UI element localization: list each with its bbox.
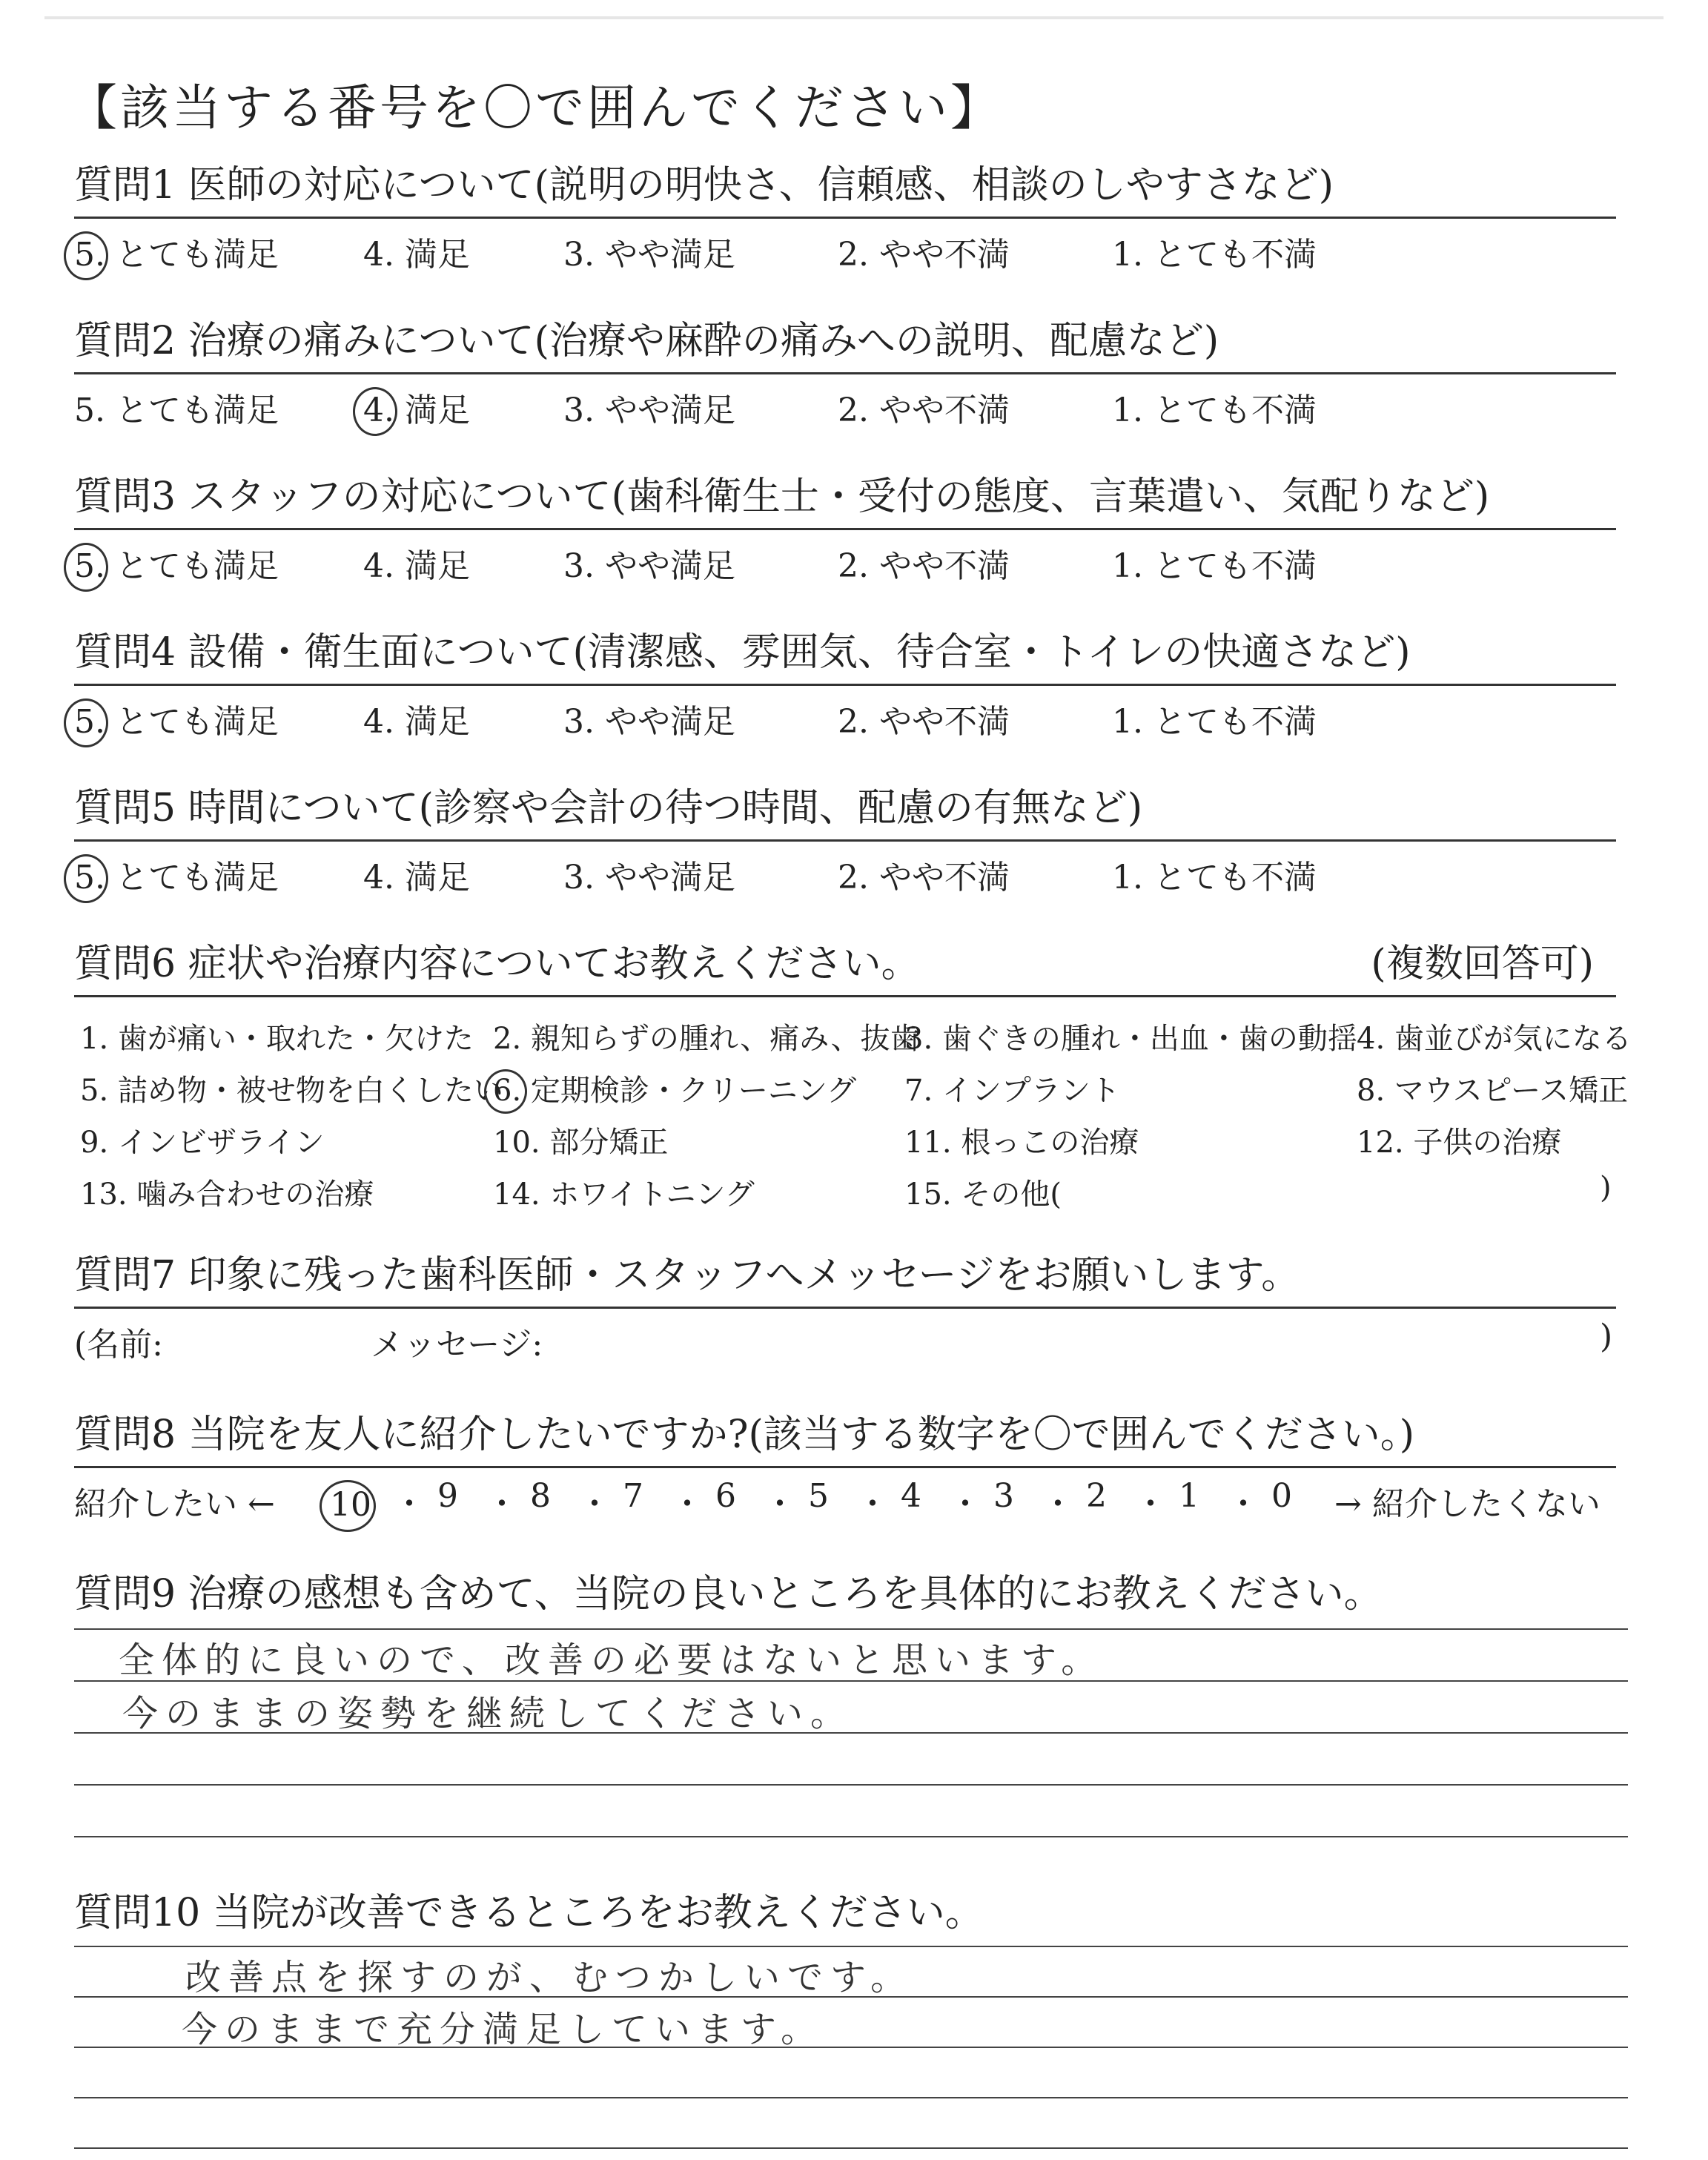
- scale-number[interactable]: 3: [993, 1477, 1014, 1515]
- scale-dot: ・: [393, 1485, 426, 1523]
- symptom-option-other[interactable]: 15. その他(: [904, 1178, 1062, 1212]
- question-2: [74, 311, 1616, 434]
- scale-left-label: 紹介したい ←: [74, 1485, 275, 1523]
- scale-number[interactable]: 0: [1271, 1477, 1292, 1515]
- multiple-answer-note: (複数回答可): [1371, 942, 1594, 986]
- scale-dot: ・: [764, 1485, 796, 1523]
- scale-dot: ・: [578, 1485, 611, 1523]
- option-1[interactable]: 1. とても不満: [1112, 859, 1317, 896]
- question-4: [74, 623, 1616, 745]
- question-label: 質問4 設備・衛生面について(清潔感、雰囲気、待合室・トイレの快適さなど): [74, 630, 1411, 675]
- option-5[interactable]: 5. とても満足: [74, 236, 279, 274]
- question-10: [74, 1883, 1616, 1943]
- scale-dot: ・: [1042, 1485, 1074, 1523]
- question-5: [74, 779, 1616, 901]
- option-5[interactable]: 5. とても満足: [74, 547, 279, 585]
- scale-dot: ・: [486, 1485, 518, 1523]
- question-1: [74, 156, 1616, 278]
- question-label: 質問1 医師の対応について(説明の明快さ、信頼感、相談のしやすさなど): [74, 163, 1334, 208]
- rating-options: [74, 374, 1616, 434]
- option-1[interactable]: 1. とても不満: [1112, 547, 1317, 585]
- scale-number[interactable]: 7: [623, 1477, 643, 1515]
- symptom-option[interactable]: 8. マウスピース矯正: [1357, 1074, 1629, 1108]
- symptom-option[interactable]: 5. 詰め物・被せ物を白くしたい: [80, 1074, 503, 1108]
- question-label: 質問3 スタッフの対応について(歯科衛生士・受付の態度、言葉遣い、気配りなど): [74, 475, 1490, 519]
- symptom-option[interactable]: 9. インビザライン: [80, 1126, 325, 1160]
- option-1[interactable]: 1. とても不満: [1112, 392, 1317, 429]
- other-close-paren: ): [1600, 1171, 1612, 1205]
- handwritten-answer: 今のままの姿勢を継続してください。: [122, 1693, 854, 1734]
- scale-number[interactable]: 2: [1086, 1477, 1107, 1515]
- question-label: 質問8 当院を友人に紹介したいですか?(該当する数字を〇で囲んでください。): [74, 1413, 1415, 1457]
- scale-dot: ・: [1227, 1485, 1260, 1523]
- option-3[interactable]: 3. やや満足: [563, 236, 735, 274]
- symptom-option[interactable]: 13. 噛み合わせの治療: [80, 1178, 374, 1212]
- symptom-options: [74, 997, 1632, 1220]
- option-2[interactable]: 2. やや不満: [838, 547, 1010, 585]
- scale-dot: ・: [856, 1485, 889, 1523]
- answer-line: [74, 1628, 1628, 1630]
- name-label: (名前:: [74, 1326, 163, 1364]
- option-3[interactable]: 3. やや満足: [563, 392, 735, 429]
- option-3[interactable]: 3. やや満足: [563, 703, 735, 741]
- question-label: 質問7 印象に残った歯科医師・スタッフへメッセージをお願いします。: [74, 1253, 1300, 1298]
- message-label: メッセージ:: [371, 1326, 543, 1364]
- answer-line: [74, 1946, 1628, 1947]
- option-1[interactable]: 1. とても不満: [1112, 703, 1317, 741]
- handwritten-answer: 今のままで充分満足しています。: [182, 2009, 824, 2050]
- scale-number-selected[interactable]: 10: [330, 1486, 371, 1524]
- handwritten-answer: 全体的に良いので、改善の必要はないと思います。: [119, 1639, 1105, 1681]
- option-4[interactable]: 4. 満足: [363, 703, 470, 741]
- message-row: [74, 1309, 1616, 1364]
- question-3: [74, 467, 1616, 589]
- option-2[interactable]: 2. やや不満: [838, 236, 1010, 274]
- scan-top-edge: [44, 16, 1664, 19]
- rating-options: [74, 842, 1616, 901]
- option-4[interactable]: 4. 満足: [363, 236, 470, 274]
- rating-options: [74, 530, 1616, 589]
- question-6: [74, 934, 1632, 1220]
- answer-line: [74, 2097, 1628, 2098]
- question-8: [74, 1405, 1616, 1527]
- recommend-scale: [74, 1468, 1616, 1527]
- question-label: 質問9 治療の感想も含めて、当院の良いところを具体的にお教えください。: [74, 1572, 1383, 1616]
- option-5[interactable]: 5. とても満足: [74, 392, 279, 429]
- symptom-option[interactable]: 10. 部分矯正: [493, 1126, 669, 1160]
- option-5[interactable]: 5. とても満足: [74, 859, 279, 896]
- question-label: [74, 934, 1616, 994]
- option-2[interactable]: 2. やや不満: [838, 392, 1010, 429]
- question-label: 質問5 時間について(診察や会計の待つ時間、配慮の有無など): [74, 786, 1143, 830]
- question-9: [74, 1565, 1616, 1624]
- symptom-option[interactable]: 7. インプラント: [904, 1074, 1120, 1108]
- question-6-label: 質問6 症状や治療内容についてお教えください。: [74, 942, 920, 986]
- scale-number[interactable]: 8: [530, 1477, 551, 1515]
- option-2[interactable]: 2. やや不満: [838, 703, 1010, 741]
- question-label: 質問10 当院が改善できるところをお教えください。: [74, 1891, 984, 1935]
- scale-dot: ・: [671, 1485, 704, 1523]
- option-2[interactable]: 2. やや不満: [838, 859, 1010, 896]
- scale-dot: ・: [1134, 1485, 1167, 1523]
- rating-options: [74, 686, 1616, 745]
- rating-options: [74, 219, 1616, 278]
- option-4[interactable]: 4. 満足: [363, 859, 470, 896]
- scale-number[interactable]: 5: [808, 1477, 829, 1515]
- scale-number[interactable]: 1: [1179, 1477, 1199, 1515]
- symptom-option[interactable]: 3. 歯ぐきの腫れ・出血・歯の動揺: [904, 1022, 1357, 1056]
- question-7: [74, 1246, 1616, 1364]
- scale-number[interactable]: 6: [715, 1477, 736, 1515]
- symptom-option[interactable]: 12. 子供の治療: [1357, 1126, 1562, 1160]
- option-4[interactable]: 4. 満足: [363, 547, 470, 585]
- symptom-option[interactable]: 1. 歯が痛い・取れた・欠けた: [80, 1022, 474, 1056]
- symptom-option-selected[interactable]: 6. 定期検診・クリーニング: [493, 1074, 857, 1108]
- symptom-option[interactable]: 11. 根っこの治療: [904, 1126, 1139, 1160]
- symptom-option[interactable]: 14. ホワイトニング: [493, 1178, 755, 1212]
- question-label: 質問2 治療の痛みについて(治療や麻酔の痛みへの説明、配慮など): [74, 319, 1219, 363]
- option-4[interactable]: 4. 満足: [363, 392, 470, 429]
- option-3[interactable]: 3. やや満足: [563, 547, 735, 585]
- answer-line: [74, 2147, 1628, 2149]
- option-3[interactable]: 3. やや満足: [563, 859, 735, 896]
- answer-line: [74, 1784, 1628, 1786]
- scale-number[interactable]: 9: [437, 1477, 458, 1515]
- message-close-paren: ): [1600, 1318, 1613, 1355]
- scale-right-label: → 紹介したくない: [1334, 1485, 1601, 1523]
- scale-dot: ・: [949, 1485, 982, 1523]
- handwritten-answer: 改善点を探すのが、むつかしいです。: [185, 1957, 914, 1998]
- option-1[interactable]: 1. とても不満: [1112, 236, 1317, 274]
- symptom-option[interactable]: 2. 親知らずの腫れ、痛み、抜歯: [493, 1022, 920, 1056]
- symptom-option[interactable]: 4. 歯並びが気になる: [1357, 1022, 1632, 1056]
- answer-line: [74, 1836, 1628, 1837]
- option-5[interactable]: 5. とても満足: [74, 703, 279, 741]
- scale-number[interactable]: 4: [901, 1477, 921, 1515]
- page-title: 【該当する番号を〇で囲んでください】: [68, 79, 1002, 136]
